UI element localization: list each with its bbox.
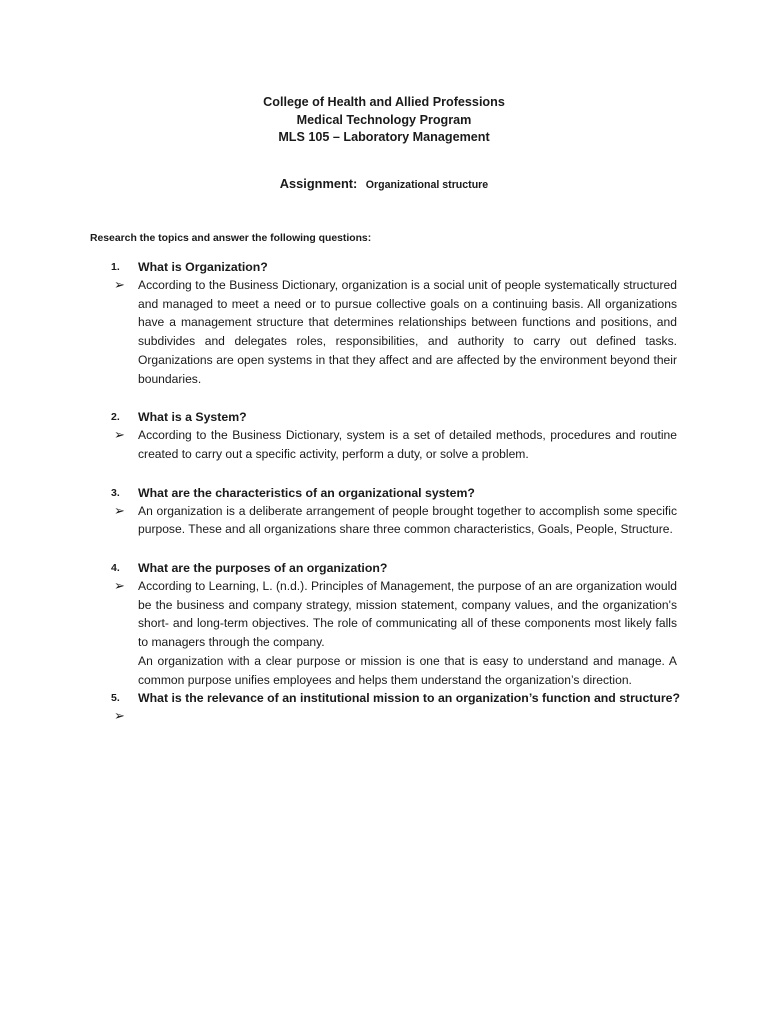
college-name: College of Health and Allied Professions (263, 95, 505, 109)
question-text: What are the characteristics of an organizational system? (138, 485, 475, 500)
question-item-5 (0, 689, 768, 726)
answer-block (0, 426, 677, 463)
answer-text: An organization with a clear purpose or mission is one that is easy to understand and manage. A common purpose unifies employees and helps them understand the organization’s direction. (138, 653, 677, 687)
assignment-line (0, 175, 768, 193)
arrow-bullet-icon: ➢ (114, 578, 125, 594)
question-title (0, 559, 768, 577)
arrow-bullet-icon: ➢ (114, 277, 125, 292)
answer-block (0, 577, 677, 689)
question-title (0, 408, 768, 426)
question-list (0, 258, 768, 726)
question-item-3 (0, 484, 768, 539)
answer-block (0, 276, 677, 388)
arrow-bullet-icon: ➢ (114, 427, 125, 443)
document-header (0, 94, 768, 147)
assignment-topic: Organizational structure (365, 179, 489, 191)
question-text: What is Organization? (138, 260, 268, 274)
answer-block (0, 707, 677, 726)
question-title (0, 258, 768, 276)
question-text: What are the purposes of an organization? (138, 561, 388, 576)
answer-text: An organization is a deliberate arrangement of people brought together to accomplish some specific purpose. These and all organizations share three common characteristics, Goals, People, Structure. (138, 503, 677, 537)
question-item-4 (0, 559, 768, 689)
question-item-1 (0, 258, 768, 388)
question-item-2 (0, 408, 768, 463)
answer-text: According to the Business Dictionary, organization is a social unit of people systematically structured and managed to meet a need or to pursue collective goals on a continuing basis. All organizations have a management structure that determines relationships between functions and positions, and subdivides and delegates roles, responsibilities, and authority to carry out defined tasks. Organizations are open systems in that they affect and are affected by the environment beyond their boundaries. (138, 278, 677, 386)
question-number: 3. (111, 486, 120, 499)
answer-text: According to the Business Dictionary, system is a set of detailed methods, procedures and routine created to carry out a specific activity, perform a duty, or solve a problem. (138, 428, 677, 461)
question-number: 2. (111, 411, 120, 424)
question-number: 4. (111, 562, 120, 575)
question-number: 5. (111, 692, 120, 705)
course-name: MLS 105 – Laboratory Management (278, 130, 490, 144)
assignment-label: Assignment: (279, 176, 358, 191)
arrow-bullet-icon: ➢ (114, 502, 125, 518)
question-text: What is the relevance of an institutional mission to an organization’s function and structure? (138, 691, 681, 706)
question-title (0, 484, 768, 502)
arrow-bullet-icon: ➢ (114, 708, 125, 724)
question-number: 1. (111, 261, 120, 273)
answer-block (0, 502, 677, 539)
program-name: Medical Technology Program (296, 112, 472, 127)
answer-text: According to Learning, L. (n.d.). Principles of Management, the purpose of an are organization would be the business and company strategy, mission statement, company values, and the organization's short- and long-term objectives. The role of communicating all of these components most likely falls to managers through the company. (138, 579, 677, 650)
question-text: What is a System? (138, 410, 247, 425)
question-title (0, 689, 768, 707)
instruction-text: Research the topics and answer the following questions: (90, 233, 372, 244)
